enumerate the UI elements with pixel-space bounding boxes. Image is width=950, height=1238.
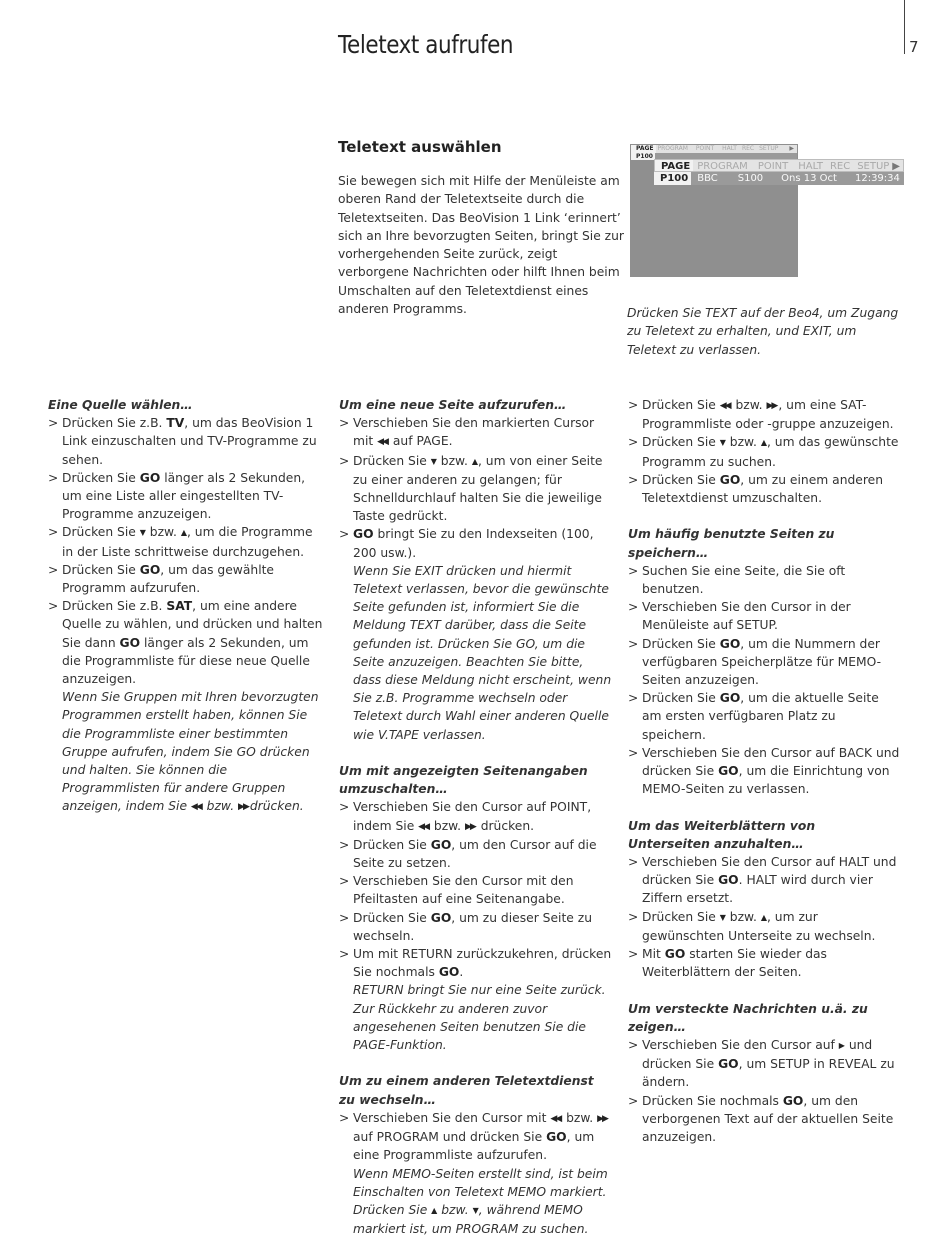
column-2 bbox=[339, 396, 613, 1238]
list-item: > Verschieben Sie den Cursor mit ◀◀ bzw. ▶▶ auf PROGRAM und drücken Sie GO, um eine Programmliste aufzurufen. bbox=[339, 1109, 613, 1165]
fast-forward-icon: ▶▶ bbox=[465, 818, 475, 836]
page-rule bbox=[904, 0, 905, 54]
status-page: P100 bbox=[631, 153, 655, 160]
section-heading: Um das Weiterblättern von Unterseiten anzuhalten… bbox=[628, 817, 900, 853]
list-item: > Verschieben Sie den Cursor in der Menüleiste auf SETUP. bbox=[628, 598, 900, 634]
list-item: > Verschieben Sie den Cursor auf POINT, indem Sie ◀◀ bzw. ▶▶ drücken. bbox=[339, 798, 613, 835]
status-bar bbox=[654, 172, 904, 185]
fast-forward-icon: ▶▶ bbox=[767, 397, 777, 415]
column-1 bbox=[48, 396, 324, 817]
arrow-up-icon: ▲ bbox=[761, 909, 767, 927]
list-item: > Drücken Sie ◀◀ bzw. ▶▶ , um eine SAT-Programmliste oder -gruppe anzuzeigen. bbox=[628, 396, 900, 433]
page-title: Teletext aufrufen bbox=[338, 30, 513, 59]
list-item: > Mit GO starten Sie wieder das Weiterblättern der Seiten. bbox=[628, 945, 900, 981]
section-heading: Um eine neue Seite aufzurufen… bbox=[339, 396, 613, 414]
menu-item-setup: SETUP bbox=[759, 145, 778, 153]
list-item: > Drücken Sie GO länger als 2 Sekunden, um eine Liste aller eingestellten TV-Programme anzuzeigen. bbox=[48, 469, 324, 524]
list-item: > Drücken Sie ▼ bzw. ▲, um von einer Seite zu einer anderen zu gelangen; für Schnelldurchlauf halten Sie die jeweilige Taste gedrückt. bbox=[339, 452, 613, 526]
menu-bar bbox=[654, 159, 904, 172]
list-item: > Drücken Sie ▼ bzw. ▲, um zur gewünschten Unterseite zu wechseln. bbox=[628, 908, 900, 945]
arrow-up-icon: ▲ bbox=[181, 524, 187, 542]
illustration-caption: Drücken Sie TEXT auf der Beo4, um Zugang zu Teletext zu erhalten, und EXIT, um Teletext zu verlassen. bbox=[627, 304, 905, 359]
arrow-up-icon: ▲ bbox=[761, 434, 767, 452]
note: RETURN bringt Sie nur eine Seite zurück. Zur Rückkehr zu anderen zuvor angesehenen Seiten benutzen Sie die PAGE-Funktion. bbox=[339, 981, 613, 1054]
arrow-up-icon: ▲ bbox=[431, 1202, 437, 1220]
list-item: > Drücken Sie z.B. TV, um das BeoVision 1 Link einzuschalten und TV-Programme zu sehen. bbox=[48, 414, 324, 469]
status-station: BBC bbox=[697, 172, 718, 185]
list-item: > Drücken Sie z.B. SAT, um eine andere Quelle zu wählen, und drücken und halten Sie dann GO länger als 2 Sekunden, um die Programmliste für diese neue Quelle anzuzeigen. bbox=[48, 597, 324, 688]
section-heading: Um häufig benutzte Seiten zu speichern… bbox=[628, 525, 900, 561]
column-3 bbox=[628, 396, 900, 1146]
menu-item-point: POINT bbox=[696, 145, 714, 153]
menu-item-point: POINT bbox=[758, 160, 788, 171]
status-date: Ons 13 Oct bbox=[781, 172, 837, 185]
status-service: S100 bbox=[738, 172, 763, 185]
list-item: > Verschieben Sie den Cursor auf HALT und drücken Sie GO. HALT wird durch vier Ziffern ersetzt. bbox=[628, 853, 900, 908]
list-item: > Drücken Sie GO, um das gewählte Programm aufzurufen. bbox=[48, 561, 324, 597]
section-heading: Um zu einem anderen Teletextdienst zu wechseln… bbox=[339, 1072, 613, 1108]
arrow-down-icon: ▼ bbox=[473, 1202, 479, 1220]
section-heading: Eine Quelle wählen… bbox=[48, 396, 324, 414]
rewind-icon: ◀◀ bbox=[377, 433, 387, 451]
list-item: > Suchen Sie eine Seite, die Sie oft benutzen. bbox=[628, 562, 900, 598]
rewind-icon: ◀◀ bbox=[720, 397, 730, 415]
rewind-icon: ◀◀ bbox=[191, 798, 201, 816]
menu-item-program: PROGRAM bbox=[697, 160, 748, 171]
arrow-down-icon: ▼ bbox=[720, 434, 726, 452]
list-item: > Verschieben Sie den Cursor auf ▶ und drücken Sie GO, um SETUP in REVEAL zu ändern. bbox=[628, 1036, 900, 1092]
menu-item-halt: HALT bbox=[722, 145, 737, 153]
section-heading: Um mit angezeigten Seitenangaben umzuschalten… bbox=[339, 762, 613, 798]
fast-forward-icon: ▶▶ bbox=[238, 798, 248, 816]
list-item: > Drücken Sie nochmals GO, um den verborgenen Text auf der aktuellen Seite anzuzeigen. bbox=[628, 1092, 900, 1147]
menu-item-halt: HALT bbox=[798, 160, 823, 171]
arrow-down-icon: ▼ bbox=[140, 524, 146, 542]
section-title: Teletext auswählen bbox=[338, 138, 502, 156]
list-item: > Drücken Sie GO, um zu dieser Seite zu wechseln. bbox=[339, 909, 613, 945]
menu-item-rec: REC bbox=[742, 145, 754, 153]
note: Wenn Sie EXIT drücken und hiermit Teletext verlassen, bevor die gewünschte Seite gefunden ist, informiert Sie die Meldung TEXT darüber, dass die Seite gefunden ist. Drücken Sie GO, um die Seite anzuzeigen. Beachten Sie bitte, dass diese Meldung nicht erscheint, wenn Sie z.B. Programme wechseln oder Teletext durch Wahl einer anderen Quelle wie V.TAPE verlassen. bbox=[339, 562, 613, 744]
arrow-down-icon: ▼ bbox=[720, 909, 726, 927]
list-item: > Drücken Sie GO, um den Cursor auf die Seite zu setzen. bbox=[339, 836, 613, 872]
arrow-down-icon: ▼ bbox=[431, 453, 437, 471]
note: Wenn MEMO-Seiten erstellt sind, ist beim Einschalten von Teletext MEMO markiert. Drücken Sie ▲ bzw. ▼, während MEMO markiert ist, um PROGRAM zu suchen. bbox=[339, 1165, 613, 1238]
arrow-right-icon: ▶ bbox=[789, 145, 797, 153]
arrow-right-icon: ▶ bbox=[892, 160, 903, 171]
list-item: > Drücken Sie GO, um die aktuelle Seite am ersten verfügbaren Platz zu speichern. bbox=[628, 689, 900, 744]
arrow-up-icon: ▲ bbox=[472, 453, 478, 471]
menu-item-setup: SETUP bbox=[857, 160, 889, 171]
list-item: > Drücken Sie GO, um die Nummern der verfügbaren Speicherplätze für MEMO-Seiten anzuzeigen. bbox=[628, 635, 900, 690]
fast-forward-icon: ▶▶ bbox=[597, 1110, 607, 1128]
list-item: > Drücken Sie ▼ bzw. ▲, um das gewünschte Programm zu suchen. bbox=[628, 433, 900, 470]
status-page: P100 bbox=[654, 172, 691, 185]
list-item: > Um mit RETURN zurückzukehren, drücken Sie nochmals GO. bbox=[339, 945, 613, 981]
list-item: > Drücken Sie ▼ bzw. ▲, um die Programme in der Liste schrittweise durchzugehen. bbox=[48, 523, 324, 560]
rewind-icon: ◀◀ bbox=[418, 818, 428, 836]
menu-item-rec: REC bbox=[830, 160, 850, 171]
intro-paragraph: Sie bewegen sich mit Hilfe der Menüleiste am oberen Rand der Teletextseite durch die Teletextseiten. Das BeoVision 1 Link ‘erinnert’ sich an Ihre bevorzugten Seiten, bringt Sie zur vorhergehenden Seite zurück, zeigt verborgene Nachrichten oder hilft Ihnen beim Umschalten auf den Teletextdienst eines anderen Programms. bbox=[338, 172, 628, 318]
menu-item-program: PROGRAM bbox=[658, 145, 688, 153]
page-number: 7 bbox=[909, 38, 919, 56]
menu-item-page: PAGE bbox=[631, 145, 656, 153]
list-item: > Drücken Sie GO, um zu einem anderen Teletextdienst umzuschalten. bbox=[628, 471, 900, 507]
list-item: > GO bringt Sie zu den Indexseiten (100, 200 usw.). bbox=[339, 525, 613, 561]
note: Wenn Sie Gruppen mit Ihren bevorzugten Programmen erstellt haben, können Sie die Programmliste einer bestimmten Gruppe aufrufen, indem Sie GO drücken und halten. Sie können die Programmlisten für andere Gruppen anzeigen, indem Sie ◀◀ bzw. ▶▶ drücken. bbox=[48, 688, 324, 816]
menu-item-page: PAGE bbox=[655, 160, 693, 171]
list-item: > Verschieben Sie den Cursor auf BACK und drücken Sie GO, um die Einrichtung von MEMO-Seiten zu verlassen. bbox=[628, 744, 900, 799]
list-item: > Verschieben Sie den markierten Cursor mit ◀◀ auf PAGE. bbox=[339, 414, 613, 451]
section-heading: Um versteckte Nachrichten u.ä. zu zeigen… bbox=[628, 1000, 900, 1036]
rewind-icon: ◀◀ bbox=[550, 1110, 560, 1128]
status-time: 12:39:34 bbox=[855, 172, 900, 185]
menu-bar-small bbox=[631, 145, 797, 153]
arrow-right-icon: ▶ bbox=[839, 1037, 845, 1055]
list-item: > Verschieben Sie den Cursor mit den Pfeiltasten auf eine Seitenangabe. bbox=[339, 872, 613, 908]
